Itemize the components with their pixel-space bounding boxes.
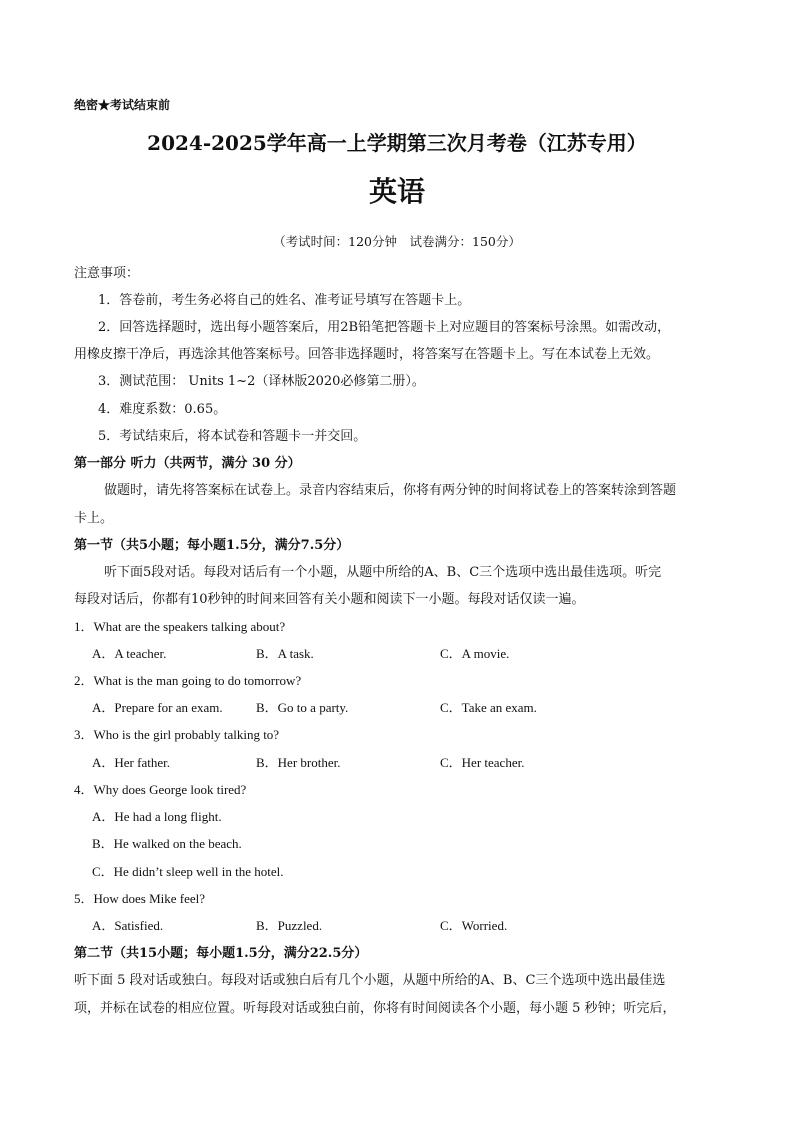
question-5-option-b: B．Puzzled.	[256, 918, 323, 933]
section2-heading: 第二节（共15小题；每小题1.5分，满分22.5分）	[74, 946, 368, 961]
section1-instructions-line1: 听下面5段对话。每段对话后有一个小题，从题中所给的A、B、C三个选项中选出最佳选项。听完	[104, 565, 662, 580]
note-item-4: 4．难度系数：0.65。	[98, 402, 227, 417]
note-item-2-cont: 用橡皮擦干净后，再选涂其他答案标号。回答非选择题时，将答案写在答题卡上。写在本试卷上无效。	[74, 347, 660, 362]
question-1-stem: 1．What are the speakers talking about?	[74, 619, 286, 634]
question-3-option-c: C．Her teacher.	[440, 755, 525, 770]
section2-instructions-line2: 项，并标在试卷的相应位置。听每段对话或独白前，你将有时间阅读各个小题，每小题 5 秒钟；听完后，	[74, 1001, 676, 1016]
question-2-stem: 2．What is the man going to do tomorrow?	[74, 673, 302, 688]
note-item-1: 1．答卷前，考生务必将自己的姓名、准考证号填写在答题卡上。	[98, 293, 471, 308]
exam-subject: 英语	[368, 175, 425, 208]
section1-heading: 第一节（共5小题；每小题1.5分，满分7.5分）	[74, 538, 350, 553]
part1-instructions-line1: 做题时，请先将答案标在试卷上。录音内容结束后，你将有两分钟的时间将试卷上的答案转涂到答题	[104, 483, 677, 498]
question-4-option-c: C．He didn’t sleep well in the hotel.	[92, 864, 284, 879]
part1-heading: 第一部分 听力（共两节，满分 30 分）	[74, 456, 301, 471]
question-1-option-c: C．A movie.	[440, 646, 510, 661]
question-1-option-a: A．A teacher.	[92, 646, 167, 661]
question-1-option-b: B．A task.	[256, 646, 314, 661]
section1-instructions-line2: 每段对话后，你都有10秒钟的时间来回答有关小题和阅读下一小题。每段对话仅读一遍。	[74, 592, 585, 607]
exam-time-info: （考试时间：120分钟 试卷满分：150分）	[273, 234, 521, 249]
question-2-option-c: C．Take an exam.	[440, 700, 537, 715]
question-5-stem: 5．How does Mike feel?	[74, 891, 206, 906]
question-3-option-a: A．Her father.	[92, 755, 170, 770]
question-2-option-a: A．Prepare for an exam.	[92, 700, 223, 715]
exam-title: 2024-2025学年高一上学期第三次月考卷（江苏专用）	[147, 131, 647, 155]
question-4-option-b: B．He walked on the beach.	[92, 836, 242, 851]
question-3-stem: 3．Who is the girl probably talking to?	[74, 727, 280, 742]
question-5-option-c: C．Worried.	[440, 918, 508, 933]
part1-instructions-line2: 卡上。	[74, 511, 114, 526]
section2-instructions-line1: 听下面 5 段对话或独白。每段对话或独白后有几个小题，从题中所给的A、B、C三个选项中选出最佳选	[74, 973, 666, 988]
note-item-3: 3．测试范围： Units 1~2（译林版2020必修第二册）。	[98, 374, 425, 389]
note-item-2: 2．回答选择题时，选出每小题答案后，用2B铅笔把答题卡上对应题目的答案标号涂黑。如需改动，	[98, 320, 671, 335]
question-5-option-a: A．Satisfied.	[92, 918, 164, 933]
secret-mark: 绝密★考试结束前	[74, 98, 171, 112]
question-4-option-a: A．He had a long flight.	[92, 809, 222, 824]
question-3-option-b: B．Her brother.	[256, 755, 341, 770]
question-4-stem: 4．Why does George look tired?	[74, 782, 247, 797]
notes-heading: 注意事项：	[74, 266, 140, 281]
question-2-option-b: B．Go to a party.	[256, 700, 349, 715]
note-item-5: 5．考试结束后，将本试卷和答题卡一并交回。	[98, 429, 367, 444]
